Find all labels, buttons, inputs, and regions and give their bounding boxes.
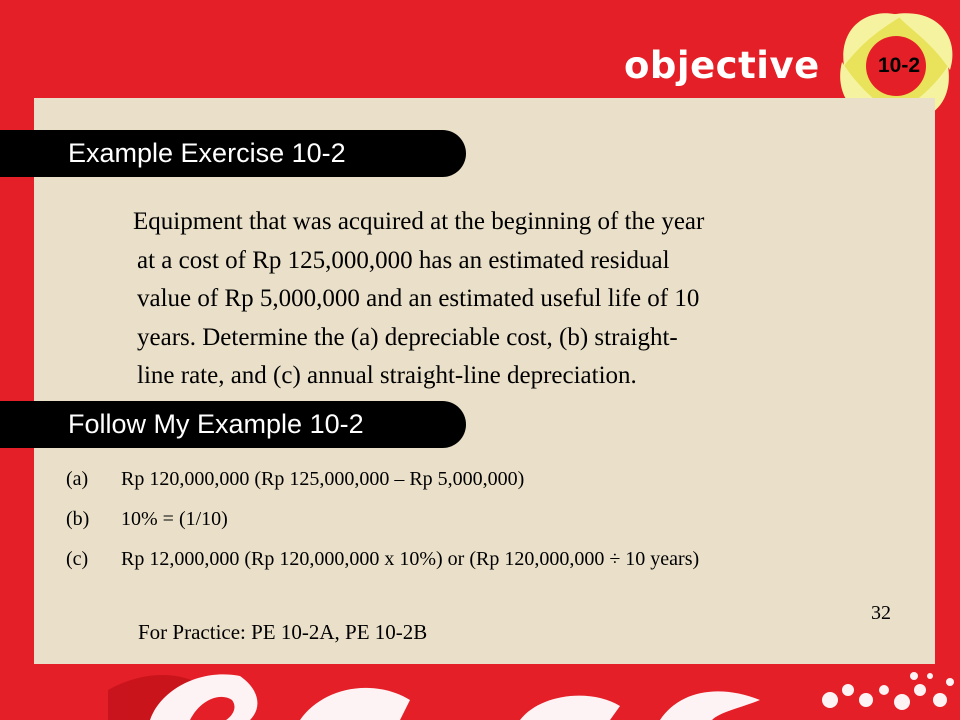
exercise-line: value of Rp 5,000,000 and an estimated useful life of 10 [137, 285, 700, 312]
objective-label: objective [624, 44, 820, 87]
exercise-line: at a cost of Rp 125,000,000 has an estimated residual [137, 246, 670, 274]
follow-my-example-banner [0, 401, 466, 448]
exercise-text [133, 203, 897, 396]
answer-label: (c) [66, 548, 89, 570]
answer-a [66, 468, 524, 491]
for-practice-text: For Practice: PE 10-2A, PE 10-2B [138, 620, 428, 644]
answer-text: 10% = (1/10) [121, 508, 228, 530]
exercise-line: line rate, and (c) annual straight-line depreciation. [137, 362, 637, 389]
follow-my-example-title: Follow My Example 10-2 [68, 409, 364, 439]
bottom-swirls [108, 672, 954, 720]
answer-text: Rp 12,000,000 (Rp 120,000,000 x 10%) or (Rp 120,000,000 ÷ 10 years) [121, 548, 700, 570]
exercise-line: years. Determine the (a) depreciable cost, (b) straight- [137, 323, 678, 351]
page-number: 32 [871, 602, 891, 624]
example-exercise-banner [0, 130, 466, 177]
objective-number: 10-2 [878, 54, 921, 77]
answer-label: (a) [66, 468, 89, 490]
exercise-line: Equipment that was acquired at the beginning of the year [133, 208, 705, 235]
answer-label: (b) [66, 508, 90, 530]
answer-b [66, 508, 228, 531]
answer-text: Rp 120,000,000 (Rp 125,000,000 – Rp 5,000,000) [121, 468, 525, 490]
answer-c [66, 548, 699, 571]
example-exercise-title: Example Exercise 10-2 [68, 138, 346, 168]
